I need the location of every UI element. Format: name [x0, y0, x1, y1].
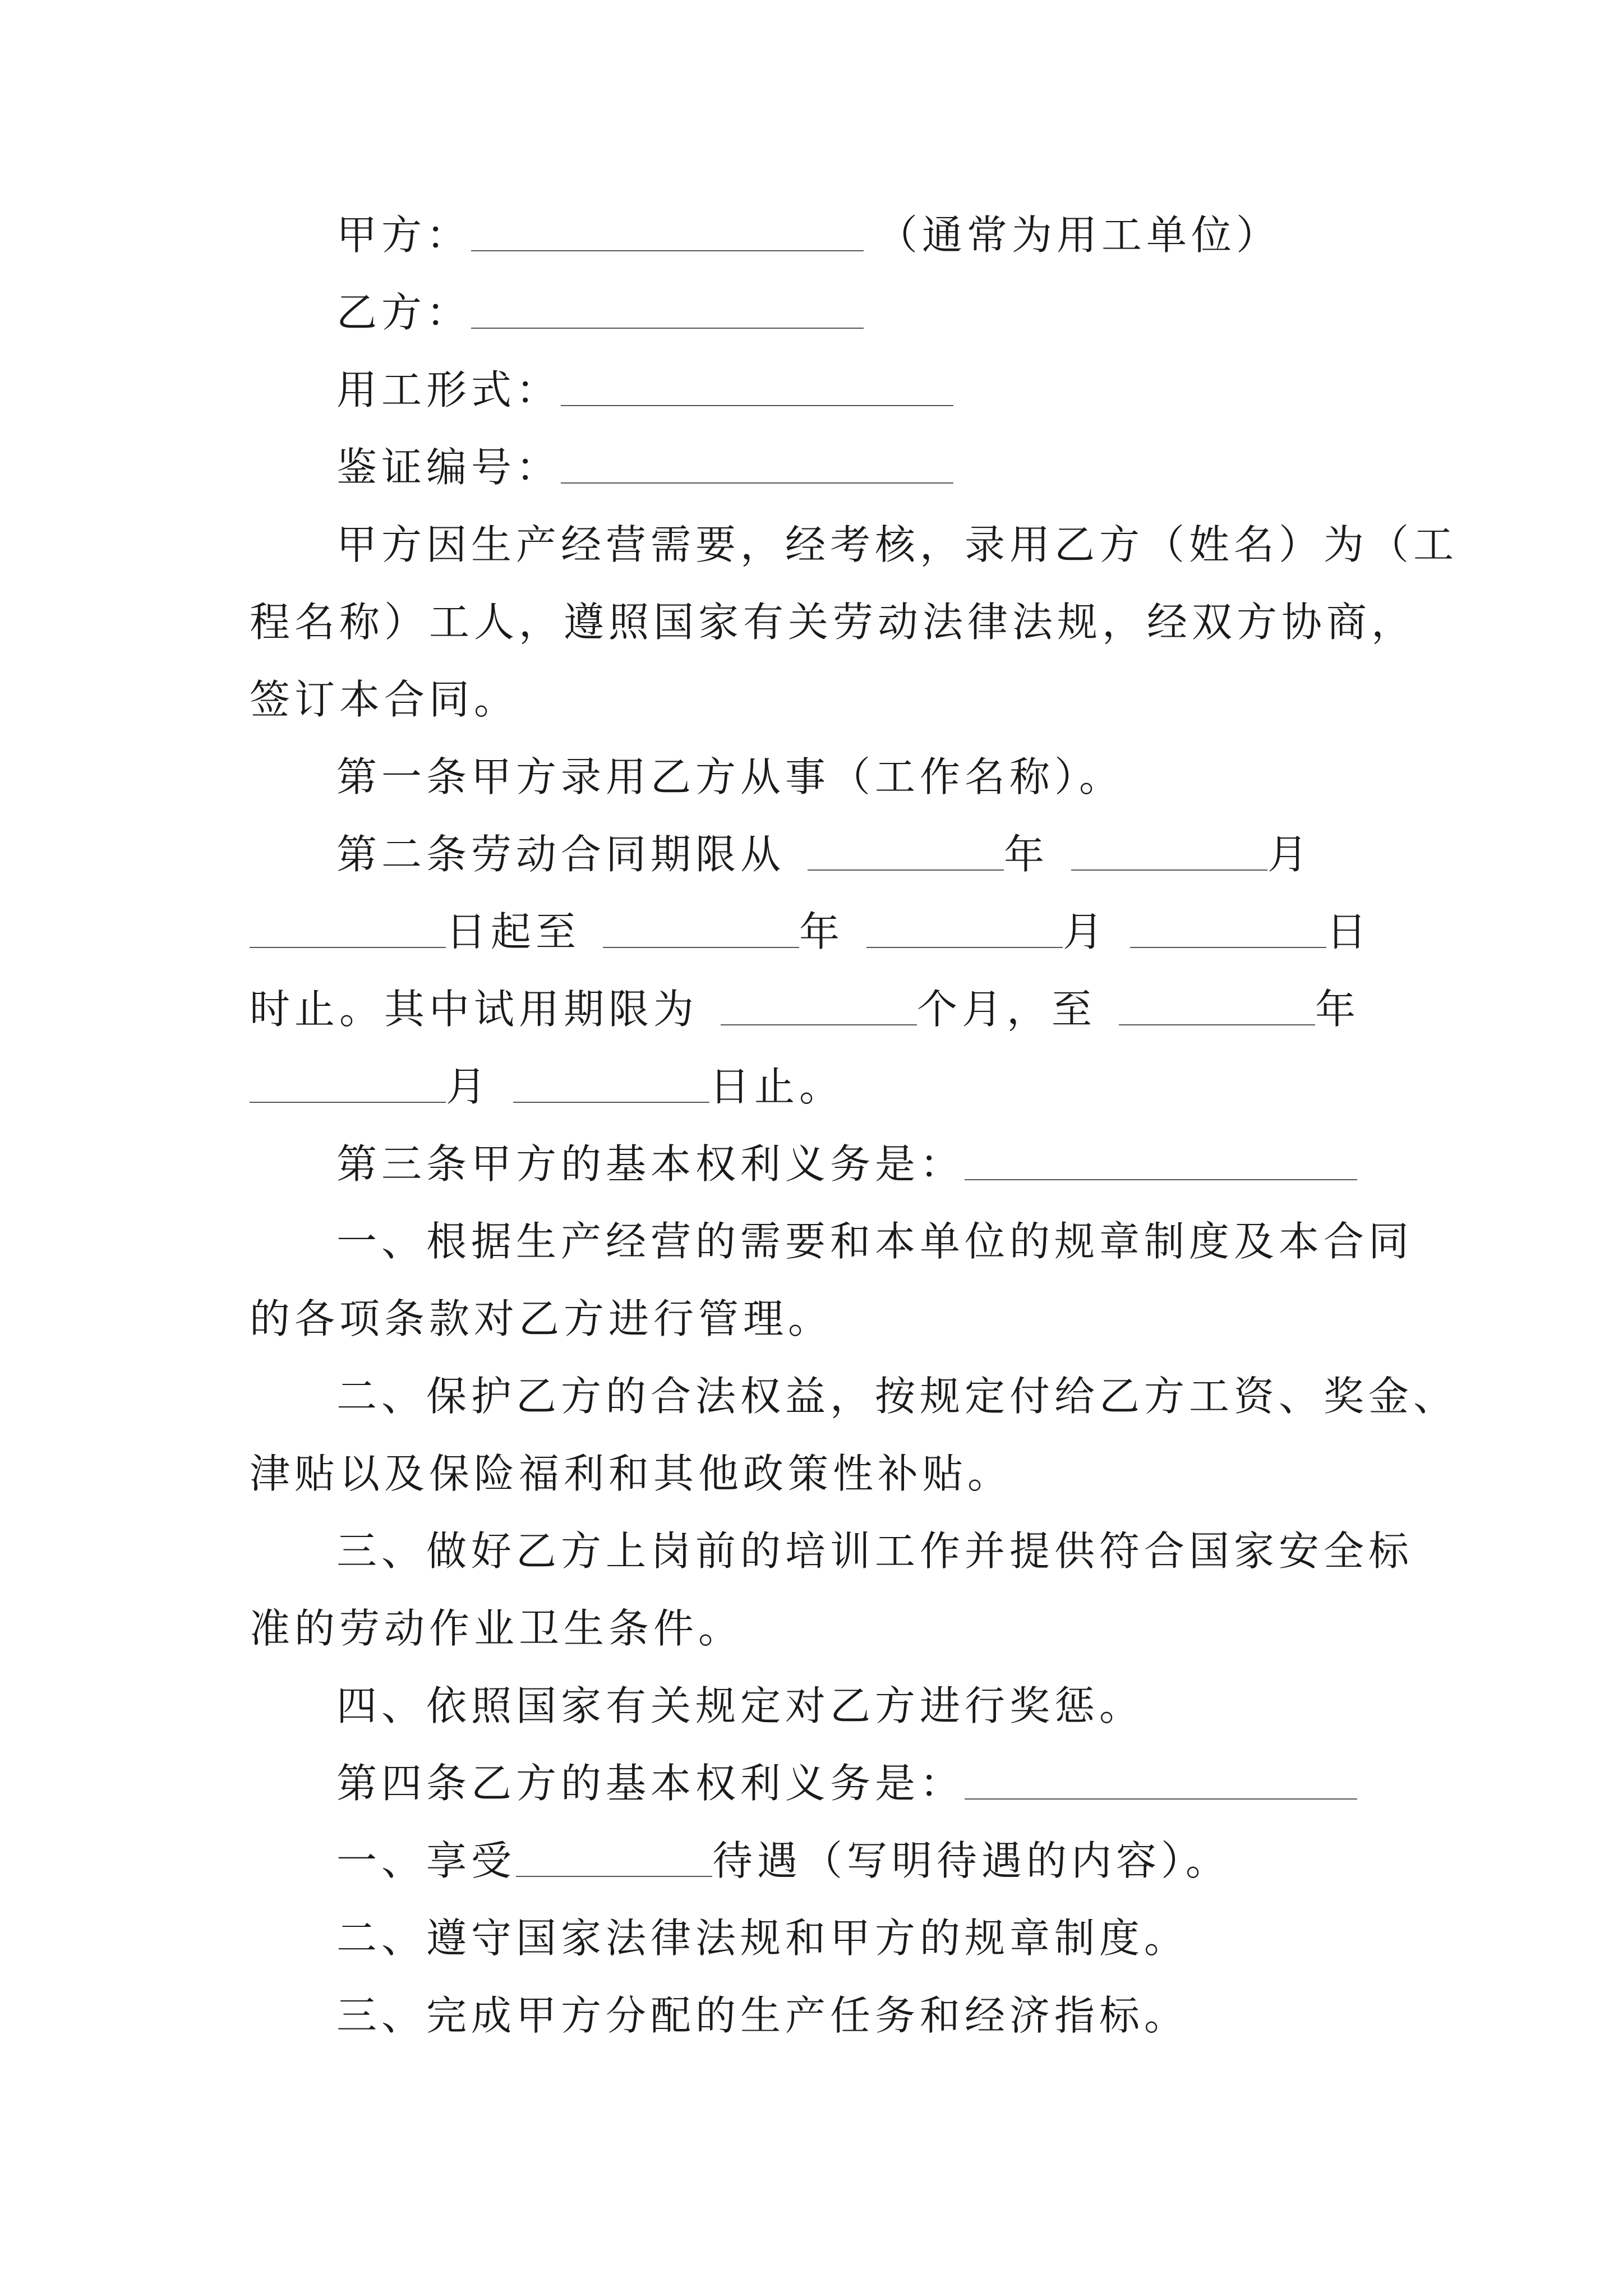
day-label: 日	[1326, 908, 1372, 955]
probation-end-day-blank[interactable]	[513, 1068, 709, 1103]
party-a-blank[interactable]	[471, 217, 864, 251]
months-to-label: 个月，至	[917, 986, 1097, 1033]
party-b-label: 乙方：	[336, 289, 472, 336]
article-4-item-1-suffix: 待遇（写明待遇的内容）。	[712, 1837, 1231, 1884]
article-3-blank[interactable]	[965, 1145, 1357, 1180]
probation-end-month-blank[interactable]	[250, 1068, 446, 1103]
article-2-line-4	[250, 1048, 1388, 1125]
employment-form-label: 用工形式：	[336, 366, 561, 413]
intro-line-3: 签订本合同。	[250, 676, 519, 723]
certification-no-blank[interactable]	[561, 449, 953, 484]
article-4-item-2: 二、遵守国家法律法规和甲方的规章制度。	[336, 1915, 1189, 1962]
certification-no-line	[250, 429, 1388, 506]
month-label: 月	[446, 1063, 491, 1110]
end-month-blank[interactable]	[866, 913, 1063, 948]
contract-page	[250, 196, 1459, 2054]
start-month-blank[interactable]	[1071, 836, 1267, 871]
article-1: 第一条甲方录用乙方从事（工作名称）。	[336, 753, 1124, 800]
end-day-blank[interactable]	[1130, 913, 1326, 948]
year-label: 年	[1004, 831, 1049, 878]
article-3-item-4: 四、依照国家有关规定对乙方进行奖惩。	[336, 1682, 1145, 1729]
start-day-blank[interactable]	[250, 913, 446, 948]
day-stop-label: 日止。	[709, 1063, 845, 1110]
article-2-line-3	[250, 970, 1388, 1048]
article-4-heading	[250, 1745, 1388, 1822]
article-3-heading	[250, 1125, 1388, 1203]
intro-line-1: 甲方因生产经营需要，经考核，录用乙方（姓名）为（工	[336, 521, 1459, 568]
article-4-heading-text: 第四条乙方的基本权利义务是：	[336, 1760, 965, 1807]
employment-form-blank[interactable]	[561, 371, 953, 406]
month-label: 月	[1063, 908, 1108, 955]
article-3-item-1-line-1: 一、根据生产经营的需要和本单位的规章制度及本合同	[336, 1218, 1414, 1265]
article-3-heading-text: 第三条甲方的基本权利义务是：	[336, 1140, 965, 1188]
party-a-line	[250, 196, 1388, 274]
article-3-item-2-line-1: 二、保护乙方的合法权益，按规定付给乙方工资、奖金、	[336, 1373, 1459, 1420]
year-label: 年	[1315, 986, 1361, 1033]
party-b-line	[250, 274, 1388, 351]
end-year-blank[interactable]	[603, 913, 799, 948]
article-4-item-1-prefix: 一、享受	[336, 1837, 517, 1884]
article-3-item-2-line-2: 津贴以及保险福利和其他政策性补贴。	[250, 1450, 1013, 1497]
article-3-item-1-line-2: 的各项条款对乙方进行管理。	[250, 1295, 833, 1342]
article-4-item-3: 三、完成甲方分配的生产任务和经济指标。	[336, 1992, 1189, 2039]
probation-months-blank[interactable]	[721, 991, 917, 1025]
year-label: 年	[799, 908, 845, 955]
treatment-blank[interactable]	[516, 1842, 712, 1877]
party-a-label: 甲方：	[336, 211, 472, 259]
start-year-blank[interactable]	[808, 836, 1004, 871]
certification-no-label: 鉴证编号：	[336, 444, 561, 491]
article-4-item-1	[250, 1822, 1388, 1899]
party-a-note: （通常为用工单位）	[877, 211, 1281, 259]
article-4-blank[interactable]	[965, 1765, 1357, 1800]
article-2-line-2	[250, 893, 1388, 970]
article-2-prefix: 第二条劳动合同期限从	[336, 831, 786, 878]
employment-form-line	[250, 351, 1388, 429]
article-2-line-1	[250, 816, 1388, 893]
party-b-blank[interactable]	[471, 294, 864, 329]
until-label: 时止。其中试用期限为	[250, 986, 699, 1033]
month-label: 月	[1267, 831, 1313, 878]
article-3-item-3-line-2: 准的劳动作业卫生条件。	[250, 1605, 744, 1652]
day-from-label: 日起至	[446, 908, 581, 955]
probation-end-year-blank[interactable]	[1119, 991, 1315, 1025]
article-3-item-3-line-1: 三、做好乙方上岗前的培训工作并提供符合国家安全标	[336, 1527, 1414, 1575]
intro-line-2: 程名称）工人，遵照国家有关劳动法律法规，经双方协商，	[250, 599, 1417, 646]
